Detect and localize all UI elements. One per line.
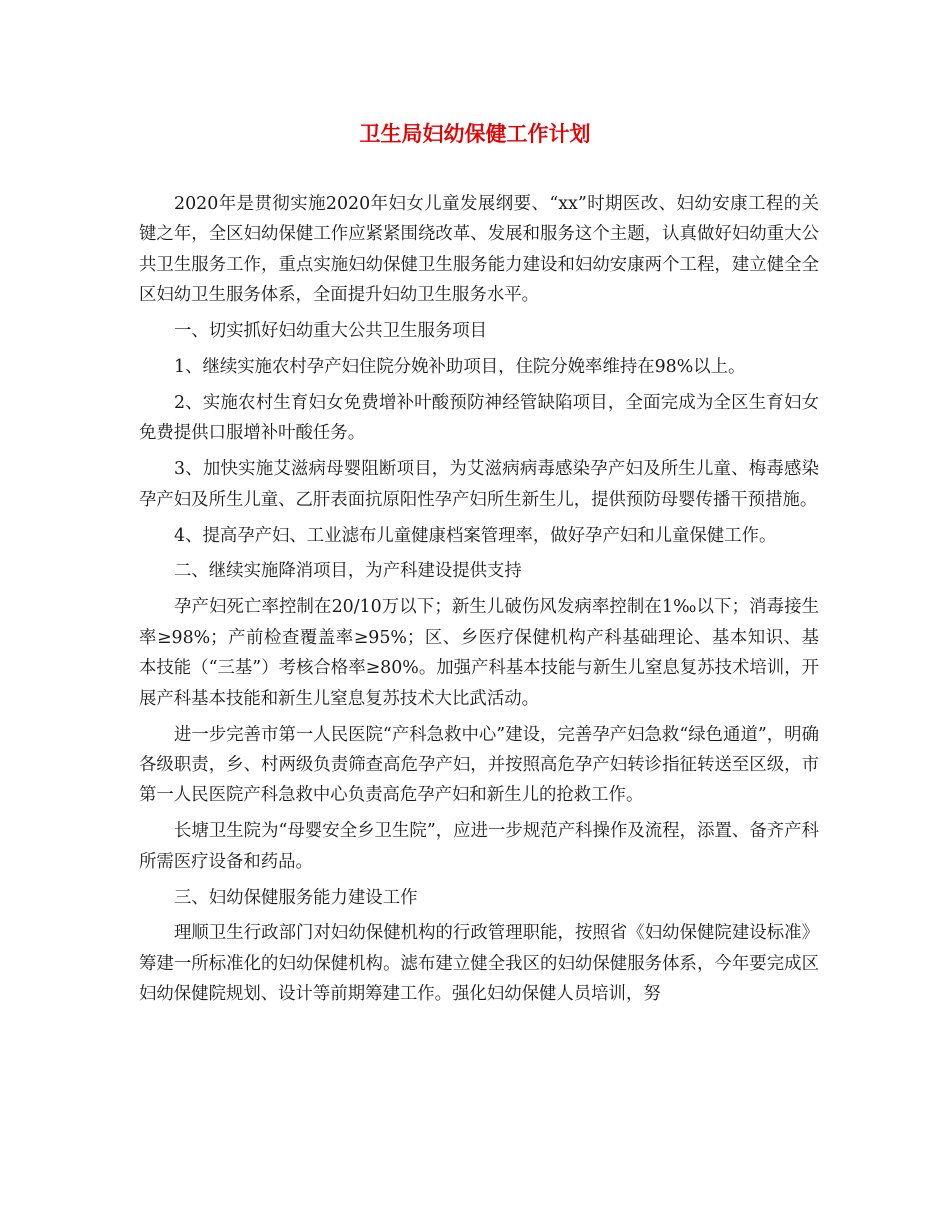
paragraph-item-4: 4、提高孕产妇、工业滤布儿童健康档案管理率，做好孕产妇和儿童保健工作。 xyxy=(174,525,777,546)
paragraph-emergency-center: 进一步完善市第一人民医院“产科急救中心”建设，完善孕产妇急救“绿色通道”，明确各级职责，乡、村两级负责筛查高危孕产妇，并按照高危孕产妇转诊指征转送至区级，市第一人民医院产科急救中心负责高危孕产妇和新生儿的抢救工作。 xyxy=(139,724,819,806)
paragraph-intro: 2020年是贯彻实施2020年妇女儿童发展纲要、“xx”时期医改、妇幼安康工程的关键之年，全区妇幼保健工作应紧紧围绕改革、发展和服务这个主题，认真做好妇幼重大公共卫生服务工作，重点实施妇幼保健卫生服务能力建设和妇幼安康两个工程，建立健全全区妇幼卫生服务体系，全面提升妇幼卫生服务水平。 xyxy=(139,194,819,306)
document-body xyxy=(139,189,819,1015)
section-heading-1: 一、切实抓好妇幼重大公共卫生服务项目 xyxy=(174,321,488,342)
paragraph-item-1: 1、继续实施农村孕产妇住院分娩补助项目，住院分娩率维持在98%以上。 xyxy=(174,357,746,378)
section-heading-2: 二、继续实施降消项目，为产科建设提供支持 xyxy=(174,561,522,582)
paragraph-capacity: 理顺卫生行政部门对妇幼保健机构的行政管理职能，按照省《妇幼保健院建设标准》筹建一所标准化的妇幼保健机构。滤布建立健全我区的妇幼保健服务体系，今年要完成区妇幼保健院规划、设计等前期筹建工作。强化妇幼保健人员培训，努 xyxy=(139,923,819,1005)
document-title: 卫生局妇幼保健工作计划 xyxy=(359,122,591,146)
paragraph-item-3: 3、加快实施艾滋病母婴阻断项目，为艾滋病病毒感染孕产妇及所生儿童、梅毒感染孕产妇及所生儿童、乙肝表面抗原阳性孕产妇所生新生儿，提供预防母婴传播干预措施。 xyxy=(139,459,819,510)
paragraph-targets: 孕产妇死亡率控制在20/10万以下；新生儿破伤风发病率控制在1‰以下；消毒接生率≥98%；产前检查覆盖率≥95%；区、乡医疗保健机构产科基础理论、基本知识、基本技能（“三基”）考核合格率≥80%。加强产科基本技能与新生儿窒息复苏技术培训，开展产科基本技能和新生儿窒息复苏技术大比武活动。 xyxy=(139,597,819,709)
paragraph-item-2: 2、实施农村生育妇女免费增补叶酸预防神经管缺陷项目，全面完成为全区生育妇女免费提供口服增补叶酸任务。 xyxy=(139,392,819,444)
paragraph-changtang: 长塘卫生院为“母婴安全乡卫生院”，应进一步规范产科操作及流程，添置、备齐产科所需医疗设备和药品。 xyxy=(139,821,819,872)
section-heading-3: 三、妇幼保健服务能力建设工作 xyxy=(174,887,418,908)
